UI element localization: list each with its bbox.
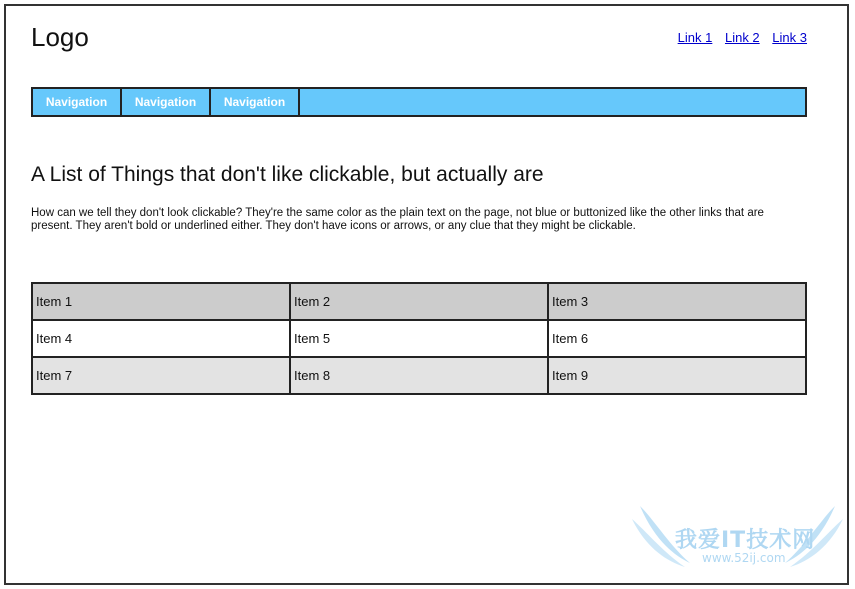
page-description: How can we tell they don't look clickable? They're the same color as the plain text on the page, not blue or buttonized like the other links that are present. They aren't bold or underlined either. They don't have icons or arrows, or any clue that they might be clickable. (31, 207, 764, 232)
item-4[interactable]: Item 4 (32, 320, 290, 357)
top-links (669, 30, 807, 45)
item-5[interactable]: Item 5 (290, 320, 548, 357)
table-row (32, 283, 806, 320)
item-8[interactable]: Item 8 (290, 357, 548, 394)
link-3[interactable]: Link 3 (772, 30, 807, 45)
watermark-title: 我爱IT技术网 (675, 528, 816, 553)
nav-item-3[interactable]: Navigation (211, 89, 300, 115)
page-heading: A List of Things that don't like clickable, but actually are (31, 163, 544, 186)
link-2[interactable]: Link 2 (724, 30, 760, 45)
logo[interactable]: Logo (31, 22, 89, 52)
table-row (32, 357, 806, 394)
table-row (32, 320, 806, 357)
item-6[interactable]: Item 6 (548, 320, 806, 357)
item-2[interactable]: Item 2 (290, 283, 548, 320)
watermark (630, 501, 845, 581)
items-table (31, 282, 807, 395)
item-9[interactable]: Item 9 (548, 357, 806, 394)
page-frame (4, 4, 849, 585)
item-1[interactable]: Item 1 (32, 283, 290, 320)
nav-item-1[interactable]: Navigation (33, 89, 122, 115)
nav-item-2[interactable]: Navigation (122, 89, 211, 115)
item-7[interactable]: Item 7 (32, 357, 290, 394)
navigation-bar (31, 87, 807, 117)
item-3[interactable]: Item 3 (548, 283, 806, 320)
watermark-url: www.52ij.com (702, 551, 786, 565)
link-1[interactable]: Link 1 (677, 30, 713, 45)
